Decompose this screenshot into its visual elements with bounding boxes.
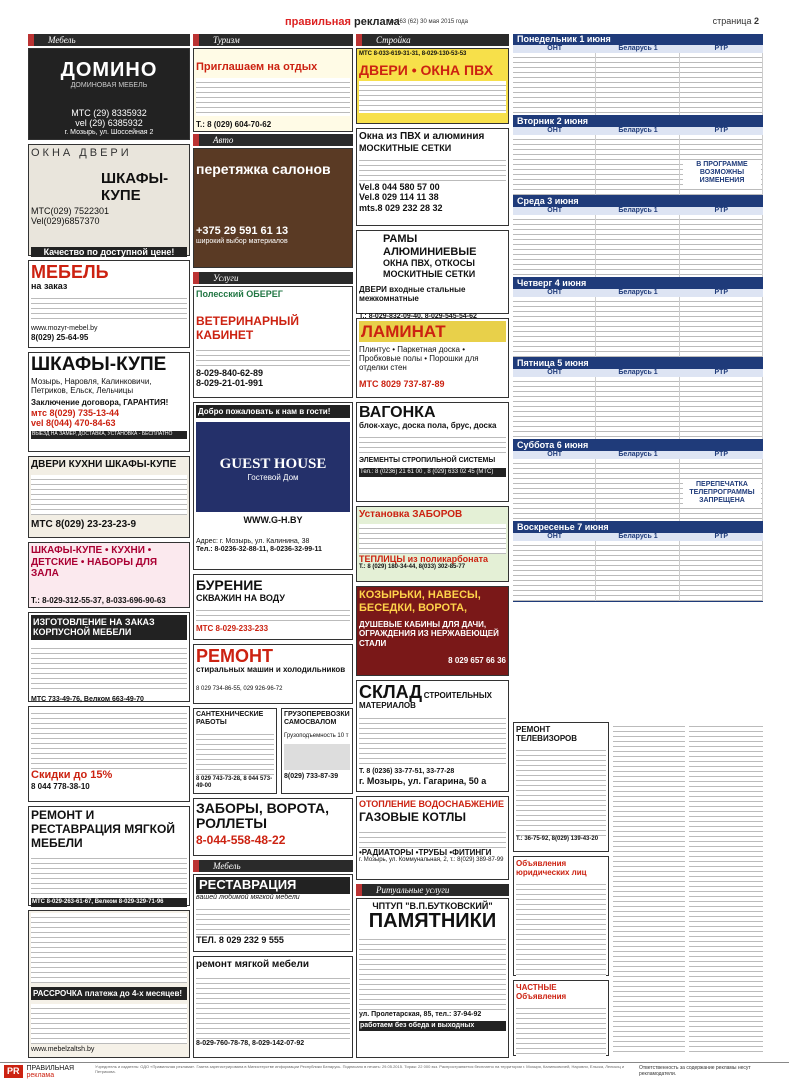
- footer-pr-badge: PR: [4, 1065, 23, 1077]
- mebel-zakaz-phone: 8(029) 25-64-95: [31, 333, 89, 343]
- remont-myag-title: ремонт мягкой мебели: [196, 959, 309, 970]
- guest-addr: Адрес: г. Мозырь, ул. Калинина, 38: [196, 537, 310, 545]
- rassrochka-text-2: [31, 1004, 187, 1044]
- tv-listing-belarus1: [596, 459, 679, 521]
- tv-note-copyright: ПЕРЕПЕЧАТКА ТЕЛЕПРОГРАММЫ ЗАПРЕЩЕНА: [683, 481, 761, 505]
- page-num: 2: [753, 16, 759, 26]
- section-mebel-2: Мебель: [193, 860, 353, 872]
- tv-day-block: [513, 34, 763, 116]
- tv-note-changes: В ПРОГРАММЕ ВОЗМОЖНЫ ИЗМЕНЕНИЯ: [683, 161, 761, 185]
- column-construction: [356, 34, 509, 1060]
- tv-channel-rtr: РТР: [714, 207, 729, 214]
- okna-dveri: ОКНА ДВЕРИ: [31, 147, 132, 159]
- ad-ramy: [356, 230, 509, 321]
- tv-listing-rtr: [680, 541, 763, 601]
- sklad-phone: Т. 8 (0236) 33-77-51, 33-77-28: [359, 767, 455, 775]
- remont-tv-phone: Т.: 36-75-92, 8(029) 139-43-20: [516, 836, 599, 843]
- pamyatniki-title: ПАМЯТНИКИ: [368, 910, 497, 933]
- footer-logo-text: [27, 1065, 75, 1079]
- guest-sub: Гостевой Дом: [247, 473, 299, 483]
- ad-shkafy-kupe: [28, 352, 190, 452]
- ad-dveri-okna: [356, 48, 509, 124]
- domino-name: ДОМИНО: [60, 59, 158, 81]
- masthead: [285, 16, 400, 29]
- vagonka-sub: блок-хаус, доска пола, брус, доска: [359, 421, 497, 430]
- divany-discount: Скидки до 15%: [31, 769, 113, 781]
- tv-channel-row: [513, 369, 763, 377]
- ramy-doors: ДВЕРИ входные стальные межкомнатные: [359, 284, 466, 304]
- ad-guest-house: [193, 402, 353, 570]
- tv-channel-ont: ОНТ: [547, 533, 563, 540]
- ad-immergas: [356, 796, 509, 880]
- rassrochka-text: [31, 913, 187, 983]
- mebel-zakaz-site: www.mozyr-mebel.by: [31, 325, 98, 333]
- remont-stir-title: РЕМОНТ: [196, 646, 274, 666]
- tv-channel-rtr: РТР: [714, 45, 729, 52]
- obyavleniya-title: Объявления юридических лиц: [516, 859, 587, 878]
- korpus-phone: МТС 733-49-76, Велком 663-49-70: [31, 695, 144, 703]
- zabory-title: ЗАБОРЫ, ВОРОТА, РОЛЛЕТЫ: [196, 800, 330, 831]
- laminat-items: Плинтус • Паркетная доска • Пробковые полы • Порошки для отделки стен: [359, 345, 479, 373]
- chastnye-title: ЧАСТНЫЕ Объявления: [516, 983, 567, 1002]
- ad-chastnye: [513, 980, 609, 1056]
- shkafy2-title: ШКАФЫ-КУПЕ: [31, 354, 167, 375]
- tv-channel-row: [513, 289, 763, 297]
- tv-channel-belarus1: Беларусь 1: [618, 533, 658, 540]
- restavr-phone: ТЕЛ. 8 029 232 9 555: [196, 934, 284, 945]
- tv-channel-row: [513, 45, 763, 53]
- tv-listing-ont: [513, 541, 596, 601]
- vet-text: [196, 346, 350, 368]
- ad-remont-tv: [513, 722, 609, 852]
- okna-phone-1: МТС(029) 7522301: [31, 206, 110, 217]
- vet-title: ВЕТЕРИНАРНЫЙ КАБИНЕТ: [196, 314, 300, 343]
- section-turizm: Туризм: [193, 34, 353, 46]
- dveri-okna-text: [359, 81, 506, 113]
- ad-divany: [28, 706, 190, 802]
- bottom-right-area: [513, 722, 763, 1058]
- shkafy3-phone: Т.: 8-029-312-55-37, 8-033-696-90-63: [31, 595, 166, 605]
- tv-day-title: Четверг 4 июня: [513, 278, 763, 289]
- tv-listing-ont: [513, 53, 596, 115]
- okna-pvh-phone-1: Vel.8 044 580 57 00: [359, 181, 440, 192]
- section-avto: Авто: [193, 134, 353, 146]
- okna-pvh-sub: МОСКИТНЫЕ СЕТКИ: [359, 142, 452, 153]
- tv-listing-rtr: [680, 377, 763, 439]
- rassrochka-site: www.mebelzaltsh.by: [31, 1046, 95, 1054]
- kuhni-text: [31, 475, 187, 515]
- tv-channel-ont: ОНТ: [547, 127, 563, 134]
- ad-domino: [28, 48, 190, 140]
- ad-obyavleniya: [513, 856, 609, 976]
- kozyrki-title: КОЗЫРЬКИ, НАВЕСЫ, БЕСЕДКИ, ВОРОТА,: [359, 589, 481, 614]
- shkafy3-title: ШКАФЫ-КУПЕ • КУХНИ • ДЕТСКИЕ • НАБОРЫ ДЛЯ ЗАЛА: [31, 545, 158, 579]
- shkafy2-contract: Заключение договора, ГАРАНТИЯ!: [31, 398, 169, 408]
- tv-listings: [513, 53, 763, 115]
- sklad-sub: СТРОИТЕЛЬНЫХ МАТЕРИАЛОВ: [359, 691, 492, 710]
- remont-mebeli-phone: МТС 8-029-263-61-67, Велком 8-029-329-71-96: [31, 898, 187, 907]
- tv-channel-rtr: РТР: [714, 127, 729, 134]
- okna-pvh-phone-3: mts.8 029 232 28 32: [359, 202, 443, 213]
- ad-mebel-zakaz: [28, 260, 190, 348]
- burenie-phone: МТС 8-029-233-233: [196, 624, 269, 634]
- teplicy-phone: Т.: 8 (029) 180-34-44, 8(033) 302-85-77: [359, 563, 466, 570]
- tv-listings: [513, 215, 763, 277]
- vagonka-note: ЭЛЕМЕНТЫ СТРОПИЛЬНОЙ СИСТЕМЫ: [359, 457, 496, 465]
- kuhni-phone: МТС 8(029) 23-23-23-9: [31, 518, 137, 530]
- santeh-phone: 8 029 743-73-28, 8 044 573-49-00: [196, 776, 273, 789]
- section-stroika: Стройка: [356, 34, 509, 46]
- tv-listings: [513, 541, 763, 601]
- ramy-phone: Т.: 8-029-832-09-40, 8-029-545-54-62: [359, 313, 477, 321]
- tv-listing-ont: [513, 135, 596, 195]
- pamyatniki-phone: ул. Пролетарская, 85, тел.: 37-94-92: [359, 1011, 482, 1019]
- ad-sklad: [356, 680, 509, 792]
- ad-laminat: [356, 318, 509, 398]
- restavr-title: РЕСТАВРАЦИЯ: [196, 877, 350, 894]
- tv-day-block: [513, 440, 763, 522]
- ad-restavraciya: [193, 874, 353, 952]
- column-furniture: [28, 34, 190, 1060]
- vagonka-phone: Тел.: 8 (0236) 21 61 00 , 8 (029) 633 02 45 (МТС): [359, 468, 506, 477]
- vagonka-text: [359, 433, 506, 457]
- tv-channel-belarus1: Беларусь 1: [618, 207, 658, 214]
- korpus-title: ИЗГОТОВЛЕНИЕ НА ЗАКАЗ КОРПУСНОЙ МЕБЕЛИ: [31, 615, 187, 640]
- tv-channel-belarus1: Беларусь 1: [618, 369, 658, 376]
- okna-pvh-title: Окна из ПВХ и алюминия: [359, 131, 485, 142]
- tv-listings: [513, 297, 763, 357]
- chastnye-text: [516, 1004, 606, 1056]
- ad-zabory: [193, 798, 353, 856]
- sklad-text: [359, 714, 506, 768]
- samosval-phone: 8(029) 733-87-39: [284, 772, 339, 780]
- mebel-zakaz-title: МЕБЕЛЬ: [31, 262, 109, 282]
- peretyazhka-title: перетяжка салонов: [196, 161, 331, 177]
- domino-addr: г. Мозырь, ул. Шоссейная 2: [64, 128, 154, 136]
- footer-note: Ответственность за содержание рекламы несут рекламодатели.: [639, 1064, 751, 1077]
- tv-day-block: [513, 196, 763, 278]
- tv-day-title: Воскресенье 7 июня: [513, 522, 763, 533]
- remont-tv-title: РЕМОНТ ТЕЛЕВИЗОРОВ: [516, 725, 578, 744]
- ad-okna-pvh: [356, 128, 509, 226]
- remont-myag-phone: 8-029-760-78-78, 8-029-142-07-92: [196, 1039, 305, 1047]
- vet-phone-2: 8-029-21-01-991: [196, 378, 264, 389]
- kuhni-title: ДВЕРИ КУХНИ ШКАФЫ-КУПЕ: [31, 459, 177, 470]
- ad-peretyazhka: [193, 148, 353, 268]
- column-services: [193, 34, 353, 1060]
- tv-day-title: Понедельник 1 июня: [513, 34, 763, 45]
- tv-day-title: Вторник 2 июня: [513, 116, 763, 127]
- ad-burenie: [193, 574, 353, 640]
- domino-sub: ДОМИНОВАЯ МЕБЕЛЬ: [70, 82, 148, 89]
- ad-remont-mebeli: [28, 806, 190, 906]
- tv-channel-rtr: РТР: [714, 369, 729, 376]
- dveri-okna-phone: МТС 8-033-619-31-31, 8-029-130-53-53: [359, 51, 467, 57]
- zabory2-title: Установка ЗАБОРОВ: [359, 509, 463, 520]
- tv-channel-rtr: РТР: [714, 289, 729, 296]
- tv-listing-rtr: [680, 53, 763, 115]
- page-label: страница: [712, 16, 752, 26]
- immergas-items: •РАДИАТОРЫ •ТРУБЫ •ФИТИНГИ: [359, 848, 492, 858]
- tur-text: [196, 78, 350, 116]
- tv-channel-rtr: РТР: [714, 451, 729, 458]
- remont-myag-text: [196, 974, 350, 1040]
- jokes-column-2: [689, 722, 763, 1056]
- divany-text: [31, 709, 187, 769]
- guest-site: WWW.G-H.BY: [243, 515, 303, 526]
- shkafy2-note: ВЫЕЗД НА ЗАМЕР, ДОСТАВКА, УСТАНОВКА - БЕСПЛАТНО: [31, 431, 187, 439]
- samosval-title: ГРУЗОПЕРЕВОЗКИ САМОСВАЛОМ: [284, 711, 350, 727]
- tv-channel-belarus1: Беларусь 1: [618, 451, 658, 458]
- tv-listing-ont: [513, 215, 596, 277]
- tv-listing-ont: [513, 459, 596, 521]
- tv-channel-belarus1: Беларусь 1: [618, 127, 658, 134]
- tv-day-title: Среда 3 июня: [513, 196, 763, 207]
- tv-channel-belarus1: Беларусь 1: [618, 45, 658, 52]
- tv-channel-ont: ОНТ: [547, 289, 563, 296]
- page-number: [713, 16, 759, 26]
- samosval-sub: Грузоподъемность 10 т: [284, 733, 349, 740]
- tv-listings: [513, 377, 763, 439]
- ad-samosval: [281, 708, 353, 794]
- burenie-title: БУРЕНИЕ: [196, 577, 263, 593]
- ad-zabory-teplicy: [356, 506, 509, 582]
- restavr-text: [196, 905, 350, 935]
- tv-listing-ont: [513, 377, 596, 439]
- ad-vet: [193, 286, 353, 398]
- ramy-sub: ОКНА ПВХ, ОТКОСЫ МОСКИТНЫЕ СЕТКИ: [383, 258, 476, 279]
- vagonka-title: ВАГОНКА: [359, 404, 436, 421]
- okna-phone-2: Vel(029)6857370: [31, 216, 100, 227]
- sklad-title: СКЛАД: [359, 682, 423, 702]
- ramy-title: РАМЫ АЛЮМИНИЕВЫЕ: [383, 233, 477, 258]
- masthead-part-b: реклама: [354, 16, 400, 28]
- teplicy-title: ТЕПЛИЦЫ из поликарбоната: [359, 553, 489, 564]
- remont-stir-sub: стиральных машин и холодильников: [196, 665, 346, 674]
- kozyrki-phone: 8 029 657 66 36: [448, 655, 506, 665]
- ad-okna-dveri: [28, 144, 190, 256]
- pamyatniki-text: [359, 935, 506, 1011]
- remont-tv-text: [516, 746, 606, 836]
- dveri-okna-title: ДВЕРИ • ОКНА ПВХ: [359, 61, 494, 78]
- ad-tourism: [193, 48, 353, 132]
- page-header: [0, 0, 789, 34]
- remont-mebeli-text: [31, 854, 187, 894]
- tv-channel-belarus1: Беларусь 1: [618, 289, 658, 296]
- section-uslugi: Услуги: [193, 272, 353, 284]
- tv-channel-row: [513, 127, 763, 135]
- santeh-text: [196, 730, 274, 776]
- shkafy2-towns: Мозырь, Наровля, Калинковичи, Петриков, Ельск, Лельчицы: [31, 377, 152, 396]
- oberg-title: Полесский ОБЕРЕГ: [196, 289, 283, 299]
- divany-phone: 8 044 778-38-10: [31, 781, 90, 791]
- burenie-sub: СКВАЖИН НА ВОДУ: [196, 593, 285, 604]
- ad-kuhni: [28, 456, 190, 538]
- tv-listing-belarus1: [596, 297, 679, 357]
- tv-channel-row: [513, 207, 763, 215]
- issue-info: № 463 (62) 30 мая 2015 года: [388, 19, 468, 25]
- ad-korpus: [28, 612, 190, 702]
- tv-day-block: [513, 278, 763, 358]
- tv-listing-rtr: [680, 215, 763, 277]
- pamyatniki-firm: ЧПТУП "В.П.БУТКОВСКИЙ": [372, 901, 493, 911]
- footer-fine-print: Учредитель и издатель: ОДО «Правильная реклама». Газета зарегистрирована в Министерстве информации Республики Беларусь. Подписано в печать: 29.05.2015. Тираж: 22 000 экз. Распространяется бесплатно на территории г. Мозыря, Калинковичей, Наровли, Ельска, Лельчиц и Петрикова.: [95, 1063, 625, 1074]
- jokes-column-1: [613, 722, 685, 1056]
- sklad-addr: г. Мозырь, ул. Гагарина, 50 а: [359, 775, 487, 786]
- okna-shkafy: ШКАФЫ-КУПЕ: [101, 169, 169, 204]
- footer-name-1: ПРАВИЛЬНАЯ: [26, 1064, 75, 1072]
- tv-listing-belarus1: [596, 377, 679, 439]
- ad-rassrochka: [28, 910, 190, 1058]
- domino-phone-2: vel (29) 6385932: [75, 118, 143, 129]
- shkafy2-phone-1: мтс 8(029) 735-13-44: [31, 407, 120, 418]
- page-footer: [0, 1062, 789, 1080]
- tur-phone: Т.: 8 (029) 604-70-62: [196, 119, 272, 129]
- tv-schedule: [513, 34, 763, 602]
- ad-remont-stir: [193, 644, 353, 704]
- okna-pvh-text: [359, 156, 506, 182]
- mebel-zakaz-text: [31, 294, 187, 322]
- korpus-text: [31, 644, 187, 692]
- tv-channel-ont: ОНТ: [547, 369, 563, 376]
- footer-logo: [0, 1063, 95, 1081]
- vet-phone-1: 8-029-840-62-89: [196, 367, 264, 378]
- ad-remont-myagkoi: [193, 956, 353, 1058]
- masthead-part-a: правильная: [285, 16, 351, 28]
- tv-listing-belarus1: [596, 53, 679, 115]
- santeh-title: САНТЕХНИЧЕСКИЕ РАБОТЫ: [196, 711, 264, 727]
- zabory-phone: 8-044-558-48-22: [196, 833, 286, 847]
- burenie-text: [196, 606, 350, 624]
- guest-phone: Тел.: 8-0236-32-88-11, 8-0236-32-99-11: [196, 545, 322, 553]
- tv-channel-ont: ОНТ: [547, 451, 563, 458]
- immergas-title: ОТОПЛЕНИЕ ВОДОСНАБЖЕНИЕ: [359, 799, 504, 809]
- immergas-text: [359, 828, 506, 848]
- tur-head: Приглашаем на отдых: [196, 61, 318, 73]
- ad-kozyrki: [356, 586, 509, 676]
- tv-day-title: Суббота 6 июня: [513, 440, 763, 451]
- mebel-zakaz-sub: на заказ: [31, 281, 68, 291]
- section-ritual: Ритуальные услуги: [356, 884, 509, 896]
- immergas-addr: г. Мозырь, ул. Коммунальная, 2, т.: 8(029) 389-87-99: [359, 857, 504, 864]
- ad-santeh: [193, 708, 277, 794]
- tv-listing-ont: [513, 297, 596, 357]
- samosval-truck-image: [284, 744, 350, 770]
- pamyatniki-note: работаем без обеда и выходных: [359, 1021, 506, 1031]
- tv-day-block: [513, 522, 763, 602]
- ad-vagonka: [356, 402, 509, 502]
- footer-name-2: реклама: [26, 1071, 55, 1079]
- laminat-title: ЛАМИНАТ: [359, 321, 506, 342]
- tv-channel-row: [513, 451, 763, 459]
- guest-house: GUEST HOUSE: [219, 456, 327, 473]
- guest-title: Добро пожаловать к нам в гости!: [196, 405, 350, 418]
- kozyrki-sub: ДУШЕВЫЕ КАБИНЫ ДЛЯ ДАЧИ, ОГРАЖДЕНИЯ ИЗ НЕРЖАВЕЮЩЕЙ СТАЛИ: [359, 620, 499, 648]
- remont-mebeli-title: РЕМОНТ И РЕСТАВРАЦИЯ МЯГКОЙ МЕБЕЛИ: [31, 808, 175, 850]
- tv-day-block: [513, 116, 763, 196]
- domino-phone-1: МТС (29) 8335932: [71, 108, 147, 119]
- tv-day-block: [513, 358, 763, 440]
- zabory2-text: [359, 524, 506, 554]
- okna-pvh-phone-2: Vel.8 029 114 11 38: [359, 192, 439, 203]
- tv-listing-belarus1: [596, 135, 679, 195]
- laminat-phone: МТС 8029 737-87-89: [359, 378, 445, 389]
- tv-channel-ont: ОНТ: [547, 45, 563, 52]
- tv-channel-row: [513, 533, 763, 541]
- tv-channel-ont: ОНТ: [547, 207, 563, 214]
- shkafy2-phone-2: vel 8(044) 470-84-63: [31, 417, 116, 428]
- ad-shkafy-detskie: [28, 542, 190, 608]
- remont-stir-phone: 8 029 734-86-55, 029 926-96-72: [196, 686, 283, 693]
- section-mebel: Мебель: [28, 34, 190, 46]
- tv-listing-belarus1: [596, 215, 679, 277]
- restavr-sub: вашей любимой мягкой мебели: [196, 893, 300, 901]
- tv-channel-rtr: РТР: [714, 533, 729, 540]
- rassrochka-title: РАССРОЧКА платежа до 4-х месяцев!: [31, 987, 187, 1000]
- tv-listing-belarus1: [596, 541, 679, 601]
- guest-banner: [196, 422, 350, 512]
- peretyazhka-sub: широкий выбор материалов: [196, 237, 288, 245]
- okna-slogan: Качество по доступной цене!: [31, 247, 187, 257]
- peretyazhka-phone: +375 29 591 61 13: [196, 225, 289, 238]
- ad-pamyatniki: [356, 898, 509, 1058]
- tv-day-title: Пятница 5 июня: [513, 358, 763, 369]
- tv-listing-rtr: [680, 297, 763, 357]
- obyavleniya-text: [516, 880, 606, 976]
- immergas-sub: ГАЗОВЫЕ КОТЛЫ: [359, 810, 467, 825]
